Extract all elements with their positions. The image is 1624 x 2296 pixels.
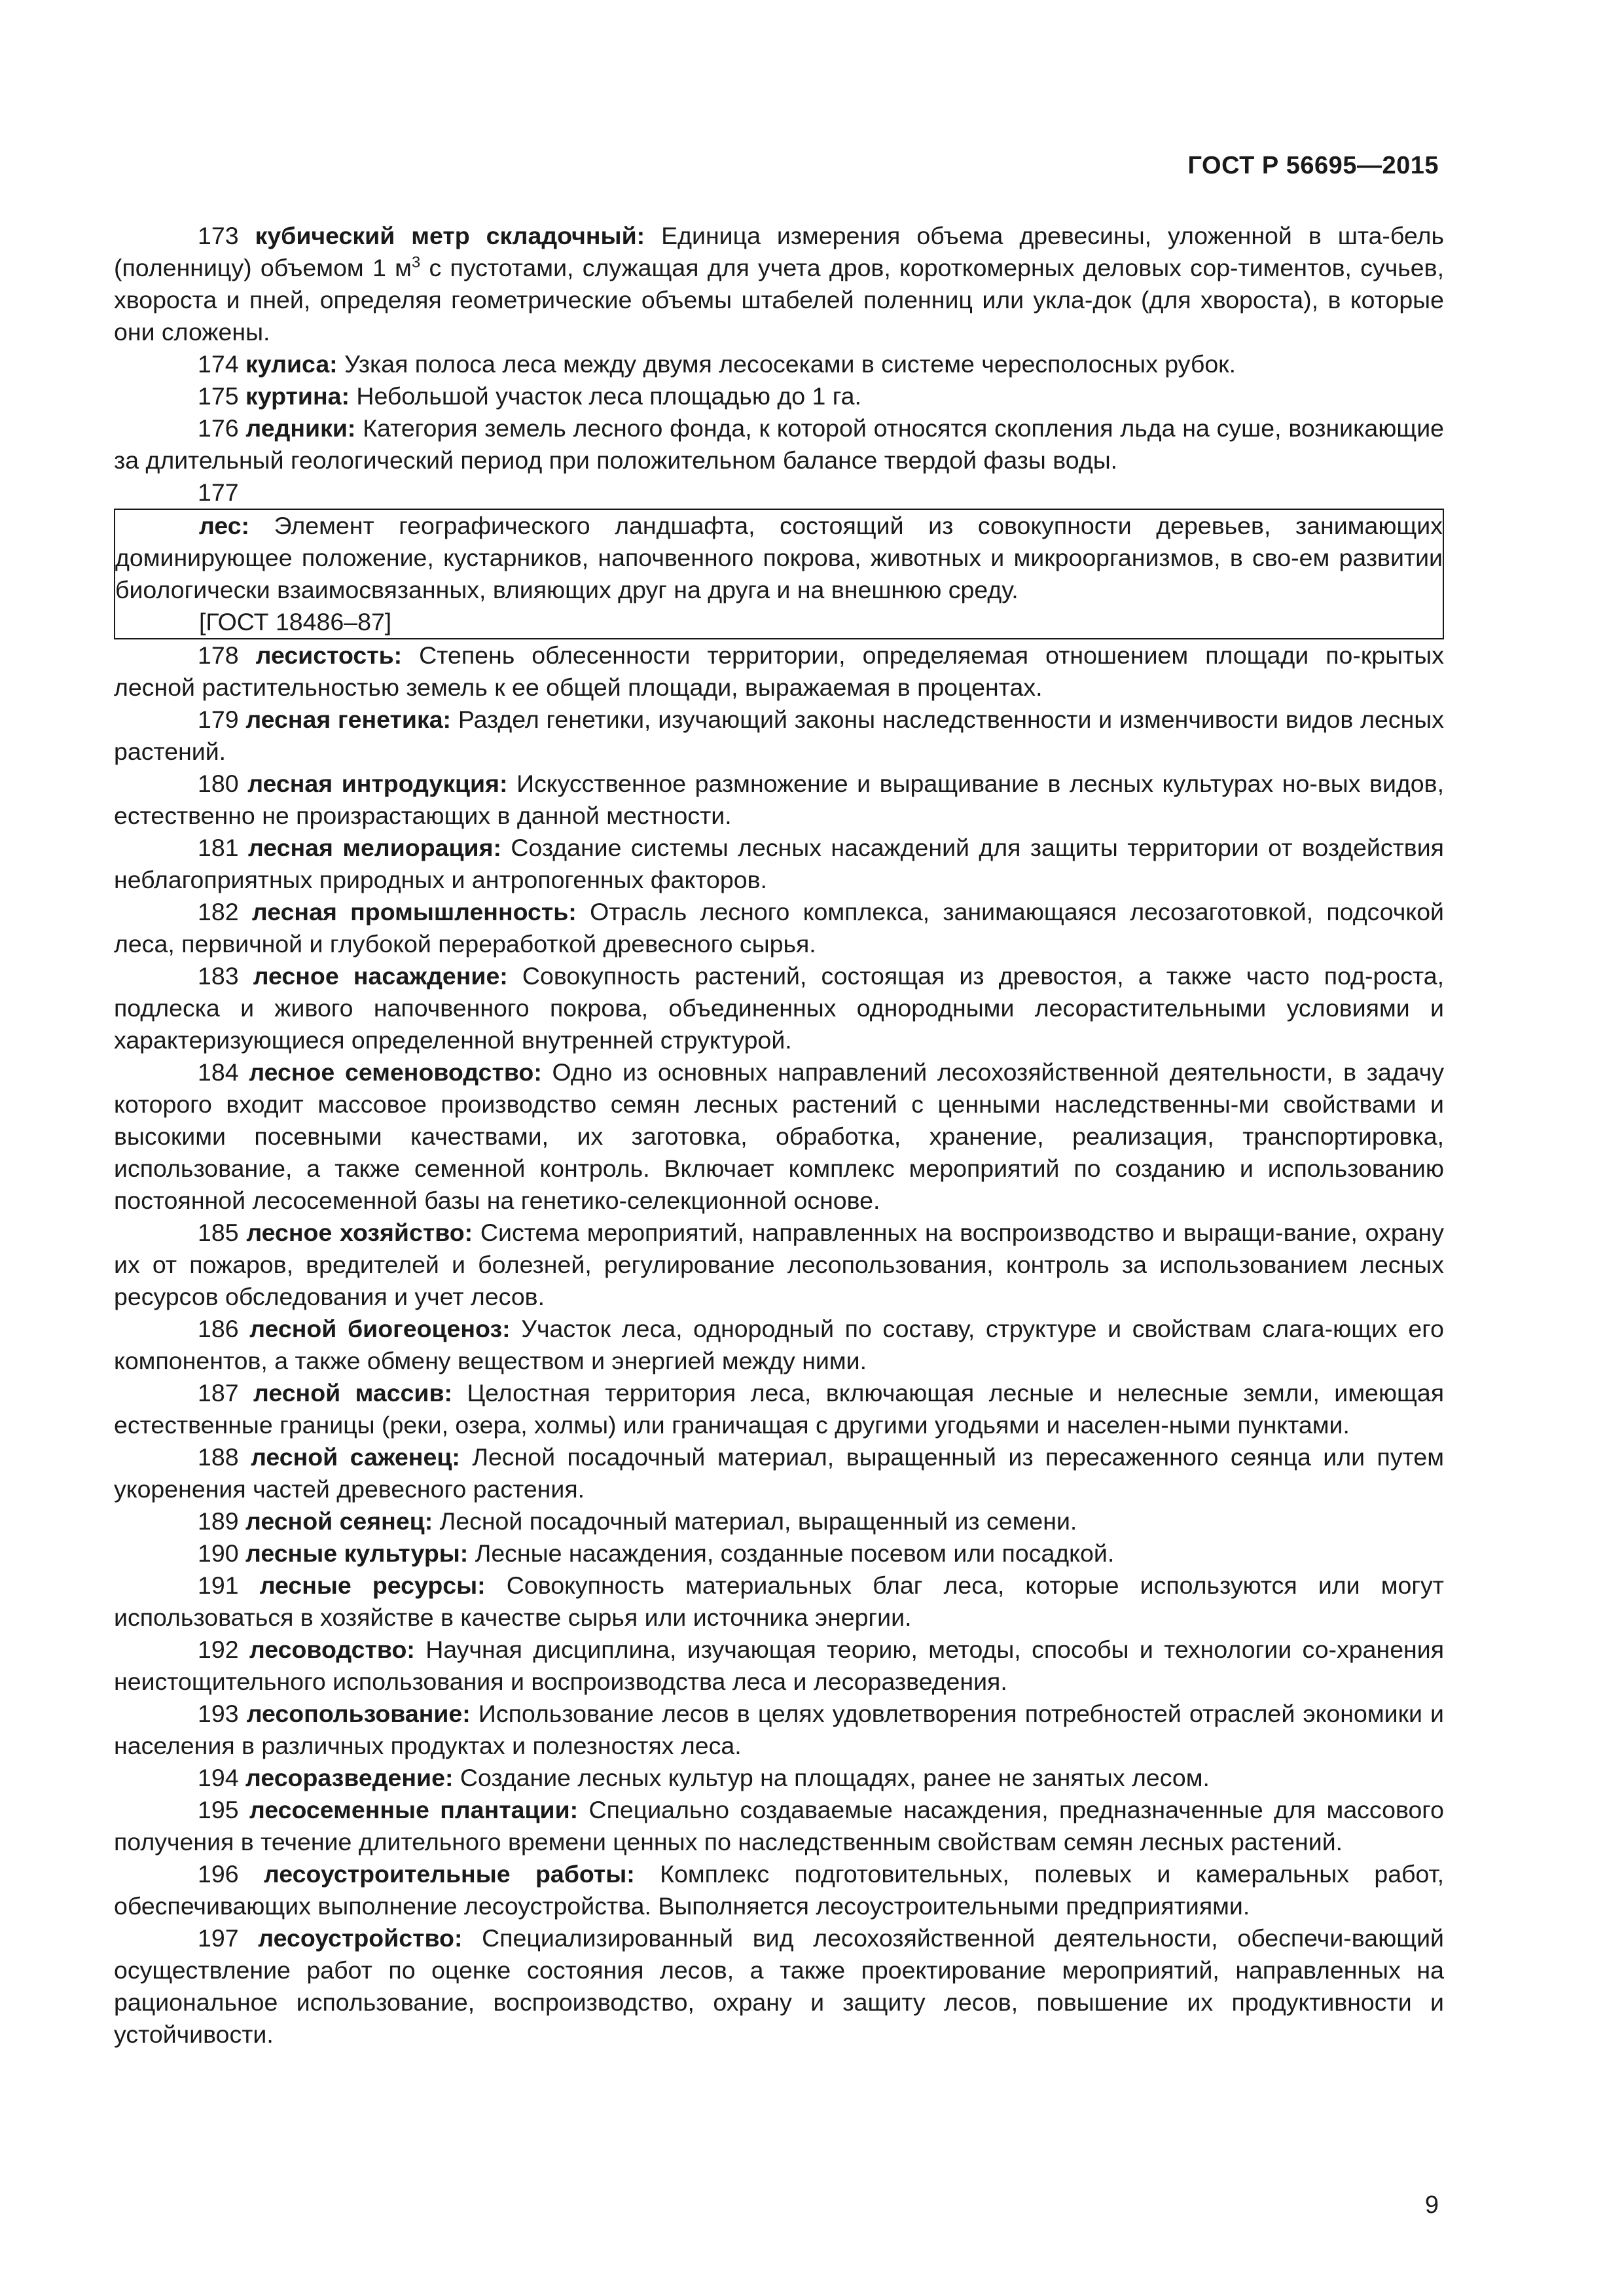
- term: лесоустройство:: [258, 1924, 463, 1952]
- term-entry-182: 182 лесная промышленность: Отрасль лесного комплекса, занимающаяся лесозаготовкой, подсочкой леса, первичной и глубокой переработкой древесного сырья.: [114, 898, 1444, 958]
- term-entry-178: 178 лесистость: Степень облесенности территории, определяемая отношением площади по-крытых лесной растительностью земель к ее общей площади, выражаемая в процентах.: [114, 641, 1444, 701]
- term: лесное семеноводство:: [249, 1058, 542, 1086]
- term-entry-193: 193 лесопользование: Использование лесов в целях удовлетворения потребностей отраслей экономики и населения в различных продуктах и полезностях леса.: [114, 1700, 1445, 1759]
- term: лесоводство:: [249, 1636, 415, 1663]
- term: лесной массив:: [253, 1379, 453, 1407]
- term: лесная генетика:: [245, 706, 452, 733]
- term: лесные культуры:: [245, 1539, 469, 1567]
- term-entry-187: 187 лесной массив: Целостная территория леса, включающая лесные и нелесные земли, имеющая естественные границы (реки, озера, холмы) или граничащая с другими угодьями и населен-ными пунктами.: [114, 1379, 1445, 1439]
- term-entry-194: 194 лесоразведение: Создание лесных культур на площадях, ранее не занятых лесом.: [198, 1764, 1210, 1791]
- term: лес:: [199, 512, 250, 539]
- standard-code: ГОСТ Р 56695—2015: [1187, 152, 1439, 179]
- term: лесной сеянец:: [245, 1507, 433, 1535]
- term-entry-196: 196 лесоустроительные работы: Комплекс подготовительных, полевых и камеральных работ, обеспечивающих выполнение лесоустройства. Выполняется лесоустроительными предприятиями.: [114, 1860, 1444, 1920]
- term-entry-181: 181 лесная мелиорация: Создание системы лесных насаждений для защиты территории от воздействия неблагоприятных природных и антропогенных факторов.: [114, 834, 1444, 893]
- term-entry-175: 175 куртина: Небольшой участок леса площадью до 1 га.: [198, 382, 861, 410]
- term-entry-197: 197 лесоустройство: Специализированный вид лесохозяйственной деятельности, обеспечи-вающий осуществление работ по оценке состояния лесов, а также проектирование мероприятий, направленных на рациональное использование, воспроизводство, охрану и защиту лесов, повышение их продуктивности и устойчивости.: [114, 1924, 1444, 2048]
- term-entry-176: 176 ледники: Категория земель лесного фонда, к которой относятся скопления льда на суше, возникающие за длительный геологический период при положительном балансе твердой фазы воды.: [114, 414, 1444, 474]
- term-entry-177: лес: Элемент географического ландшафта, состоящий из совокупности деревьев, занимающих доминирующее положение, кустарников, напочвенного покрова, животных и микроорганизмов, в сво-ем развитии биологически взаимосвязанных, влияющих друг на друга и на внешнюю среду.: [115, 512, 1443, 603]
- terms-list: [114, 220, 1444, 2051]
- term-entry-183: 183 лесное насаждение: Совокупность растений, состоящая из древостоя, а также часто под-роста, подлеска и живого напочвенного покрова, объединенных однородными лесорастительными условиями и характеризующиеся определенной внутренней структурой.: [114, 962, 1445, 1054]
- term: лесистость:: [255, 641, 403, 669]
- term-entry-186: 186 лесной биогеоценоз: Участок леса, однородный по составу, структуре и свойствам слага-ющих его компонентов, а также обмену веществом и энергией между ними.: [114, 1315, 1444, 1374]
- term: лесоразведение:: [245, 1764, 454, 1791]
- term-entry-188: 188 лесной саженец: Лесной посадочный материал, выращенный из пересаженного сеянца или путем укоренения частей древесного растения.: [114, 1443, 1444, 1503]
- term: лесной саженец:: [251, 1443, 460, 1471]
- term-entry-185: 185 лесное хозяйство: Система мероприятий, направленных на воспроизводство и выращи-вание, охрану их от пожаров, вредителей и болезней, регулирование лесопользования, контроль за использованием лесных ресурсов обследования и учет лесов.: [114, 1219, 1445, 1310]
- term: кулиса:: [245, 350, 338, 378]
- term-entry-179: 179 лесная генетика: Раздел генетики, изучающий законы наследственности и изменчивости видов лесных растений.: [114, 706, 1444, 765]
- source-reference: [ГОСТ 18486–87]: [199, 608, 392, 636]
- term: лесопользование:: [246, 1700, 471, 1727]
- term: кубический метр складочный:: [255, 222, 645, 249]
- term-entry-190: 190 лесные культуры: Лесные насаждения, созданные посевом или посадкой.: [198, 1539, 1115, 1567]
- term-entry-174: 174 кулиса: Узкая полоса леса между двумя лесосеками в системе чересполосных рубок.: [198, 350, 1236, 378]
- term-entry-173: 173 кубический метр складочный: Единица измерения объема древесины, уложенной в шта-бель (поленницу) объемом 1 $м^3$ с пустотами, служащая для учета дров, короткомерных деловых сор-тиментов, сучьев, хвороста и пней, определяя геометрические объемы штабелей поленниц или укла-док (для хвороста), в которые они сложены.: [114, 222, 1445, 346]
- page-number: 9: [1424, 2191, 1439, 2219]
- term: лесная мелиорация:: [247, 834, 501, 861]
- term: лесная интродукция:: [247, 770, 508, 797]
- term-entry-195: 195 лесосеменные плантации: Специально создаваемые насаждения, предназначенные для массового получения в течение длительного времени ценных по наследственным свойствам семян лесных растений.: [114, 1796, 1445, 1856]
- term-entry-184: 184 лесное семеноводство: Одно из основных направлений лесохозяйственной деятельности, в задачу которого входит массовое производство семян лесных растений с ценными наследственны-ми свойствами и высокими посевными качествами, их заготовка, обработка, хранение, реализация, транспортировка, использование, а также семенной контроль. Включает комплекс мероприятий по созданию и использованию постоянной лесосеменной базы на генетико-селекционной основе.: [114, 1058, 1444, 1214]
- term: лесные ресурсы:: [259, 1571, 486, 1599]
- term: лесное насаждение:: [253, 962, 508, 990]
- term-entry-192: 192 лесоводство: Научная дисциплина, изучающая теорию, методы, способы и технологии со-хранения неистощительного использования и воспроизводства леса и лесоразведения.: [114, 1636, 1445, 1695]
- term: ледники:: [245, 414, 356, 442]
- term-entry-177-number: 177: [198, 478, 239, 506]
- term-entry-189: 189 лесной сеянец: Лесной посадочный материал, выращенный из семени.: [198, 1507, 1077, 1535]
- term: лесоустроительные работы:: [263, 1860, 635, 1888]
- term: куртина:: [245, 382, 350, 410]
- quoted-definition-box: [114, 509, 1444, 639]
- term-entry-191: 191 лесные ресурсы: Совокупность материальных благ леса, которые используются или могут использоваться в хозяйстве в качестве сырья или источника энергии.: [114, 1571, 1444, 1631]
- term-entry-180: 180 лесная интродукция: Искусственное размножение и выращивание в лесных культурах но-вых видов, естественно не произрастающих в данной местности.: [114, 770, 1444, 829]
- term: лесная промышленность:: [251, 898, 577, 925]
- term: лесосеменные плантации:: [249, 1796, 579, 1823]
- term: лесной биогеоценоз:: [249, 1315, 511, 1342]
- term: лесное хозяйство:: [246, 1219, 473, 1246]
